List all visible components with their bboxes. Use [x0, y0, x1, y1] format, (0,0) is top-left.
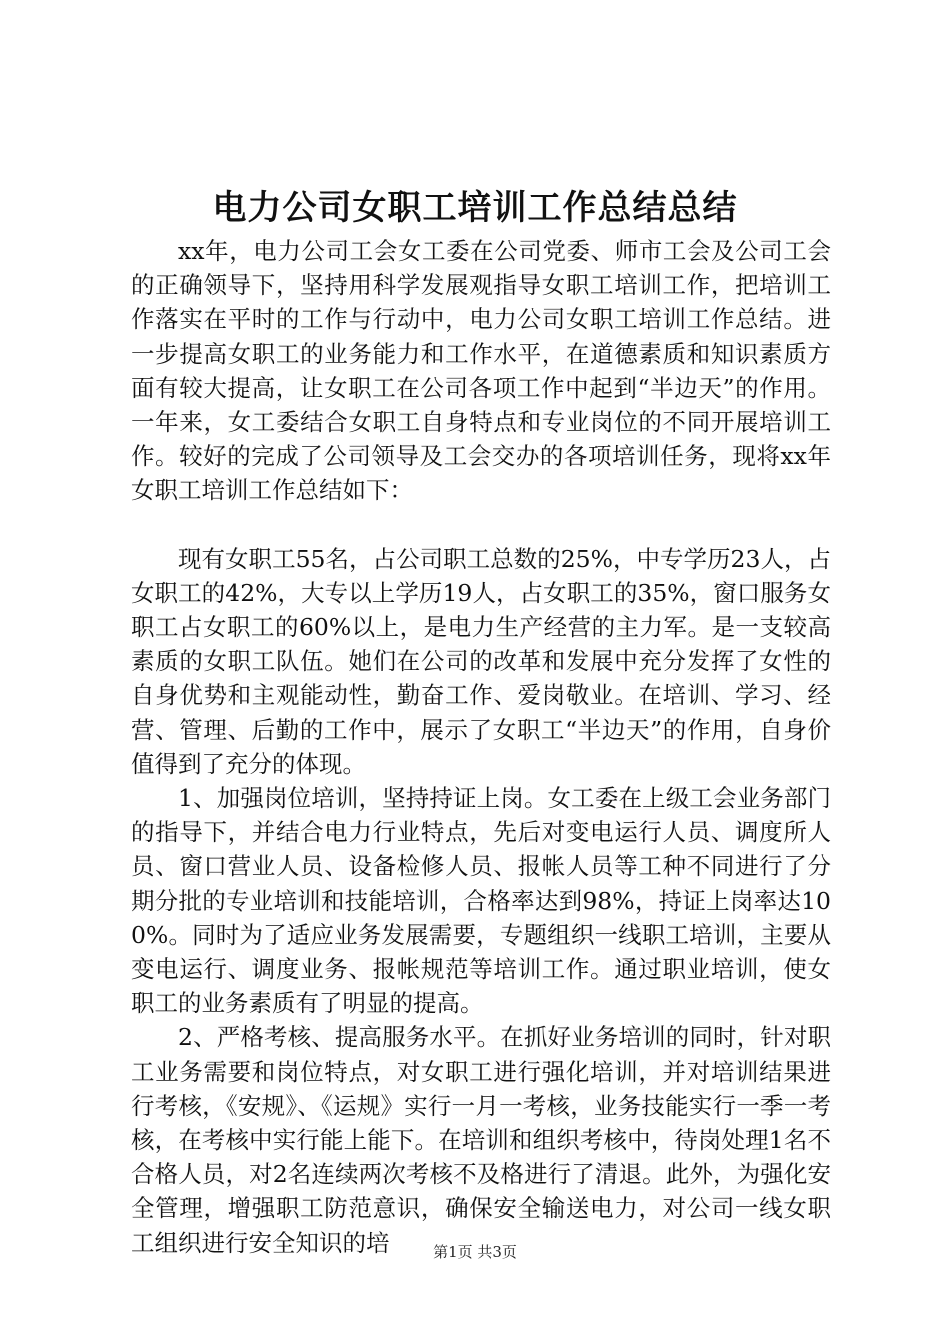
document-title: 电力公司女职工培训工作总结总结	[212, 188, 738, 228]
paragraph-intro: xx年，电力公司工会女工委在公司党委、师市工会及公司工会的正确领导下，坚持用科学发展观指导女职工培训工作，把培训工作落实在平时的工作与行动中，电力公司女职工培训工作总结。进一步提高女职工的业务能力和工作水平，在道德素质和知识素质方面有较大提高，让女职工在公司各项工作中起到“半边天”的作用。一年来，女工委结合女职工自身特点和专业岗位的不同开展培训工作。较好的完成了公司领导及工会交办的各项培训任务，现将xx年女职工培训工作总结如下：	[131, 237, 831, 505]
document-body	[131, 234, 831, 1260]
paragraph-item-2: 2、严格考核、提高服务水平。在抓好业务培训的同时，针对职工业务需要和岗位特点，对女职工进行强化培训，并对培训结果进行考核，《安规》、《运规》实行一月一考核，业务技能实行一季一考核，在考核中实行能上能下。在培训和组织考核中，待岗处理1名不合格人员，对2名连续两次考核不及格进行了清退。此外，为强化安全管理，增强职工防范意识，确保安全输送电力，对公司一线女职工组织进行安全知识的培	[131, 1023, 831, 1257]
page-number-footer: 第1页 共3页	[433, 1243, 517, 1261]
paragraph-gap	[131, 508, 831, 542]
paragraph-staff-overview: 现有女职工55名，占公司职工总数的25%，中专学历23人，占女职工的42%，大专以上学历19人，占女职工的35%，窗口服务女职工占女职工的60%以上，是电力生产经营的主力军。是一支较高素质的女职工队伍。她们在公司的改革和发展中充分发挥了女性的自身优势和主观能动性，勤奋工作、爱岗敬业。在培训、学习、经营、管理、后勤的工作中，展示了女职工“半边天”的作用，自身价值得到了充分的体现。	[131, 544, 831, 778]
paragraph-item-1: 1、加强岗位培训，坚持持证上岗。女工委在上级工会业务部门的指导下，并结合电力行业特点，先后对变电运行人员、调度所人员、窗口营业人员、设备检修人员、报帐人员等工种不同进行了分期分批的专业培训和技能培训，合格率达到98%，持证上岗率达100%。同时为了适应业务发展需要，专题组织一线职工培训，主要从变电运行、调度业务、报帐规范等培训工作。通过职业培训，使女职工的业务素质有了明显的提高。	[131, 784, 831, 1018]
